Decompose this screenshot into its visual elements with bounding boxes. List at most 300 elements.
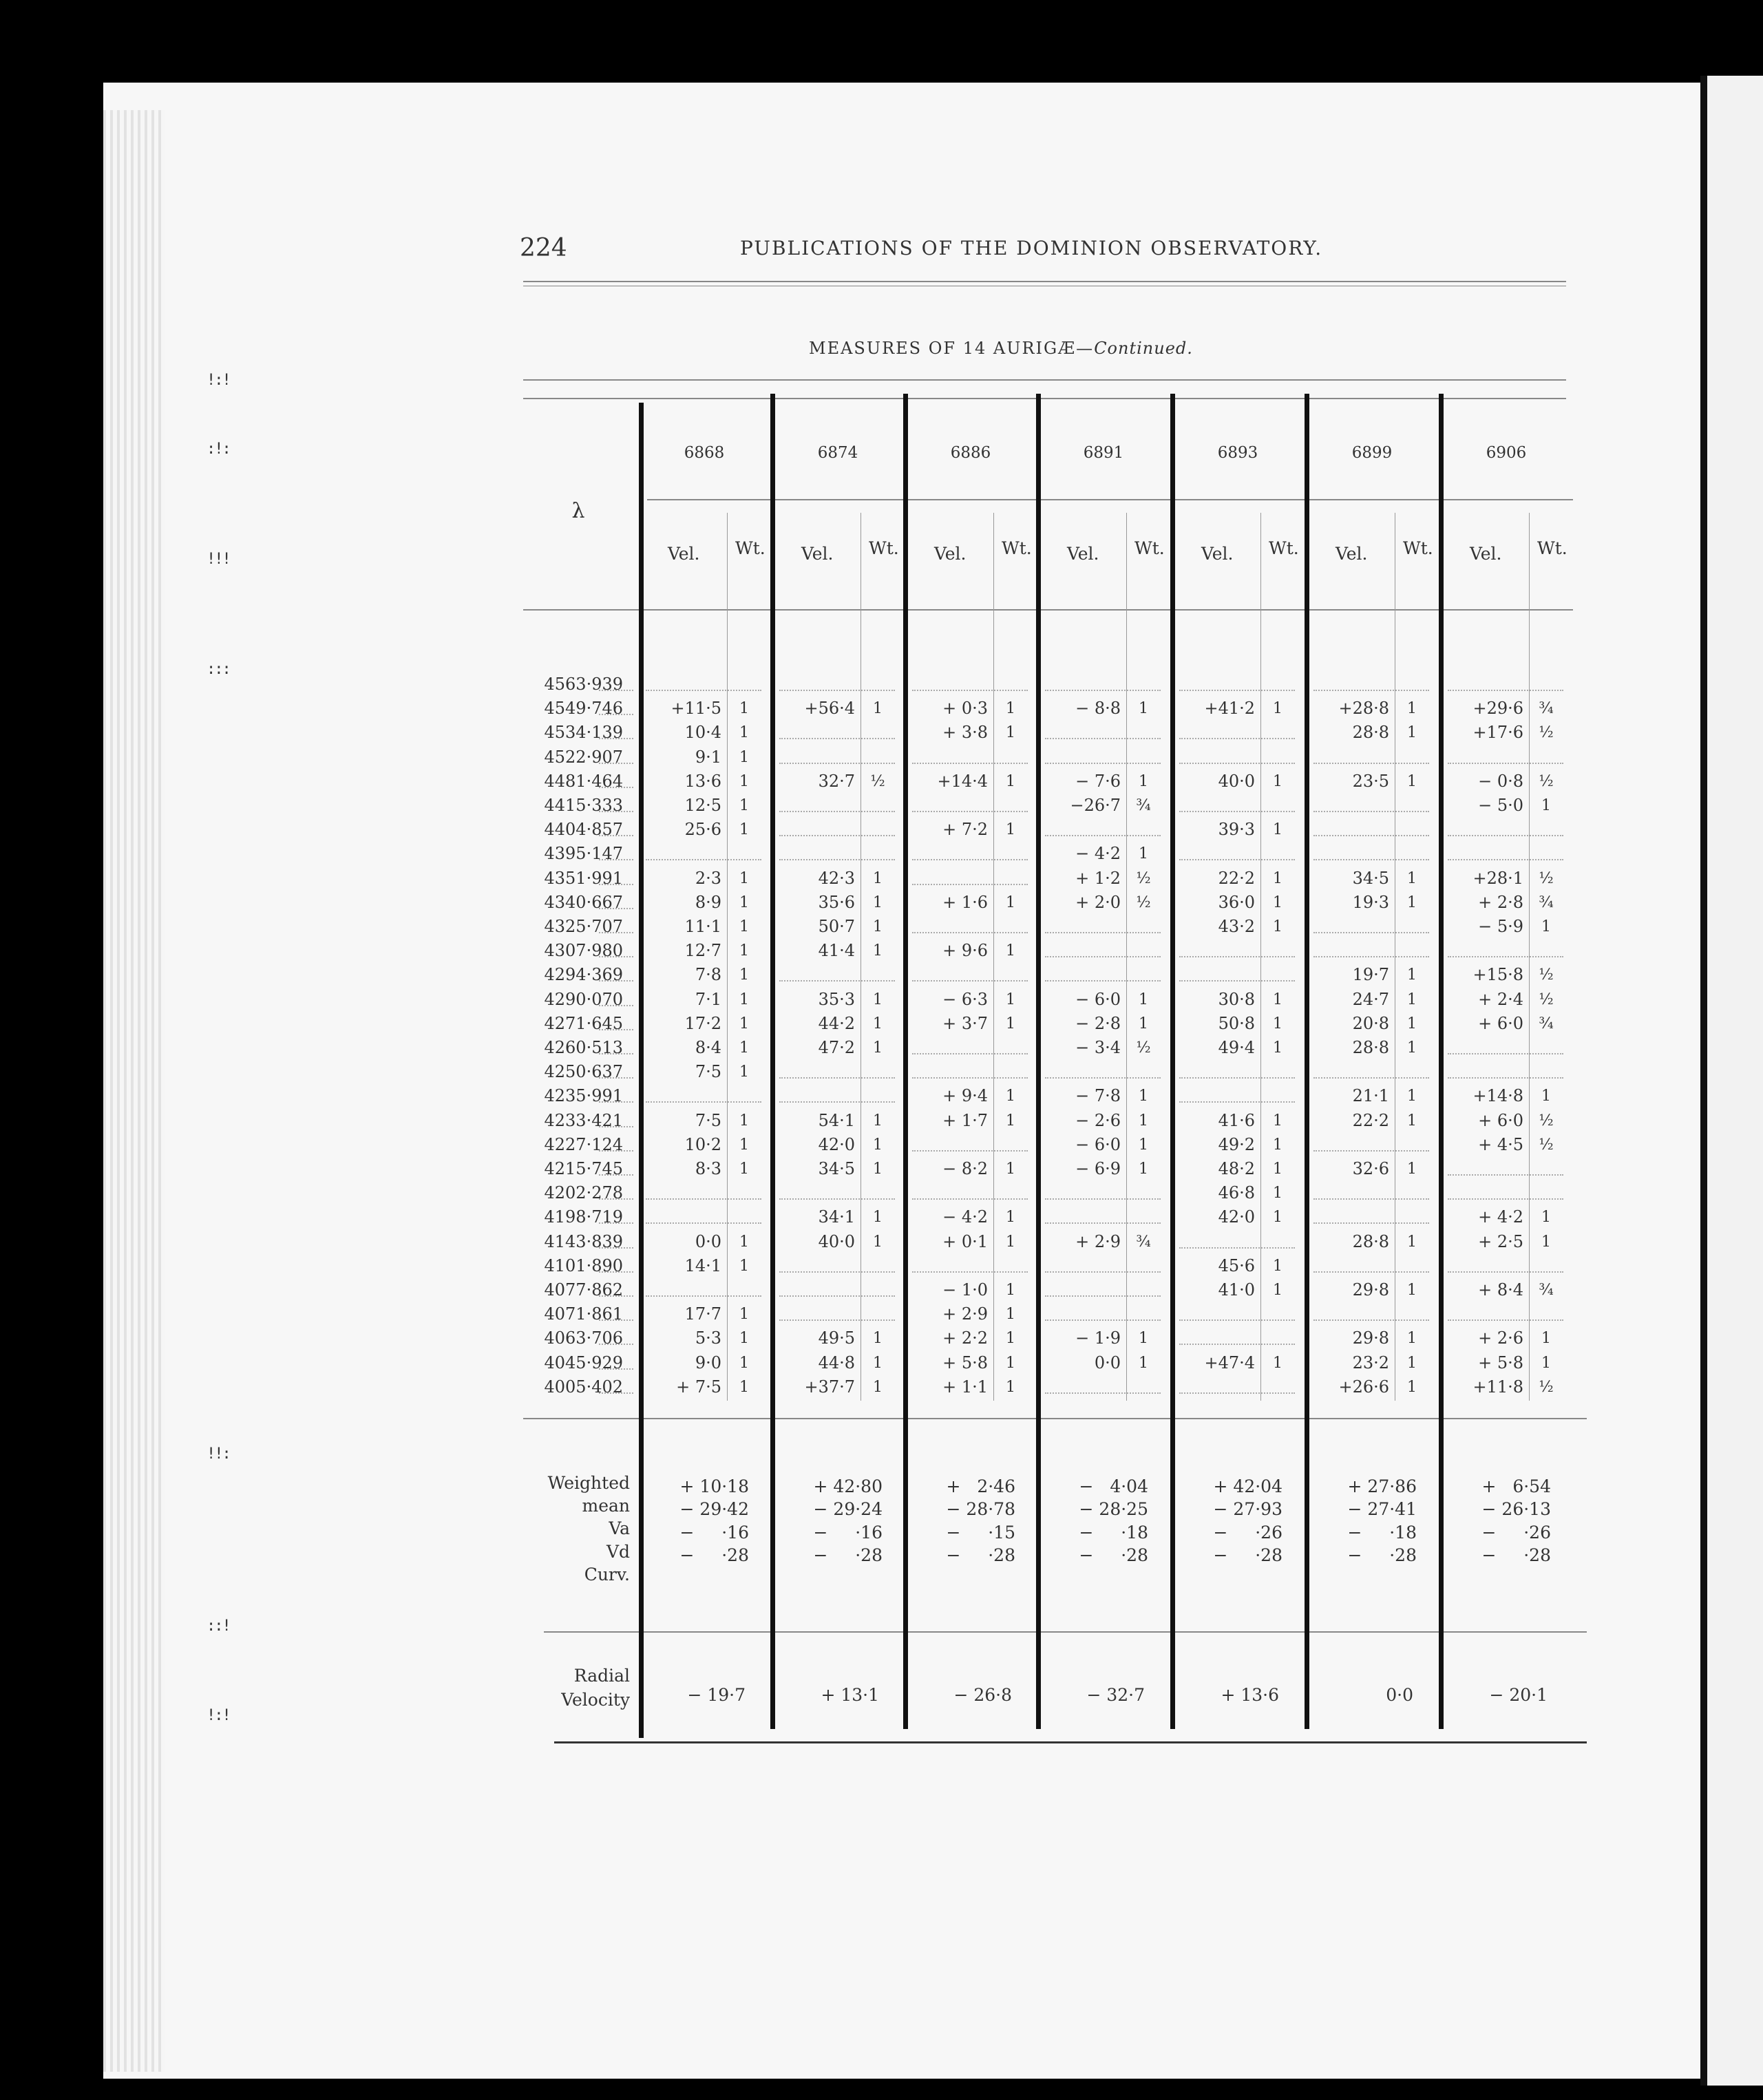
lambda-leader [599, 714, 633, 715]
weight-value: 1 [1541, 1209, 1551, 1227]
weight-value: ¾ [1539, 700, 1554, 718]
radial-label: Velocity [561, 1690, 630, 1710]
velocity-value: 12·7 [684, 941, 721, 961]
weight-value: 1 [739, 990, 749, 1008]
velocity-value: 42·3 [818, 868, 855, 888]
summary-value: − ·16 [813, 1523, 883, 1542]
velocity-value: + 2·4 [1478, 989, 1523, 1009]
weight-value: 1 [1139, 1112, 1148, 1129]
summary-value: − ·28 [946, 1545, 1015, 1565]
empty-cell-leader [779, 690, 895, 691]
weight-value: 1 [1407, 869, 1417, 887]
velocity-value: − 0·8 [1478, 771, 1523, 791]
empty-cell-leader [1448, 1174, 1563, 1176]
wavelength: 4340·667 [544, 892, 623, 912]
column-separator [903, 394, 908, 1729]
empty-cell-leader [779, 738, 895, 739]
velocity-value: +41·2 [1204, 699, 1255, 719]
facing-page-edge [1707, 76, 1763, 2086]
radial-velocity-value: + 13·1 [821, 1685, 879, 1705]
radial-velocity-value: − 19·7 [687, 1685, 746, 1705]
wavelength: 4063·706 [544, 1328, 623, 1348]
empty-cell-leader [1045, 1077, 1161, 1079]
weight-value: ¾ [1136, 1233, 1151, 1251]
weight-value: 1 [1407, 1088, 1417, 1105]
empty-cell-leader [1448, 1198, 1563, 1200]
weight-value: 1 [873, 1354, 883, 1372]
empty-cell-leader [646, 1101, 761, 1103]
lambda-leader [599, 738, 633, 739]
velocity-value: 32·7 [818, 771, 855, 791]
column-separator [770, 394, 775, 1729]
weight-value: 1 [739, 1015, 749, 1032]
velocity-value: 44·8 [818, 1353, 855, 1372]
velocity-value: 23·2 [1352, 1353, 1389, 1372]
weight-value: 1 [1407, 700, 1417, 718]
wavelength: 4481·464 [544, 771, 623, 791]
empty-cell-leader [779, 859, 895, 860]
velocity-value: 35·6 [818, 892, 855, 912]
weight-value: 1 [1139, 990, 1148, 1008]
empty-cell-leader [1313, 859, 1429, 860]
weight-value: ½ [1136, 893, 1151, 911]
empty-cell-leader [1045, 932, 1161, 933]
weight-value: 1 [1139, 1160, 1148, 1178]
empty-cell-leader [779, 1077, 895, 1079]
weight-value: 1 [1273, 700, 1282, 718]
weight-value: 1 [1407, 724, 1417, 742]
weight-value: 1 [739, 772, 749, 790]
velocity-value: 7·5 [695, 1062, 721, 1082]
weight-value: 1 [1407, 1112, 1417, 1129]
velocity-value: −26·7 [1070, 796, 1121, 815]
velocity-value: 22·2 [1352, 1110, 1389, 1130]
weight-value: 1 [873, 1136, 883, 1154]
weight-value: 1 [1273, 869, 1282, 887]
velocity-value: +15·8 [1472, 965, 1523, 985]
velocity-value: 29·8 [1352, 1328, 1389, 1348]
velocity-value: +37·7 [804, 1377, 855, 1397]
weight-value: 1 [873, 1378, 883, 1396]
empty-cell-leader [646, 690, 761, 691]
empty-cell-leader [646, 1222, 761, 1224]
empty-cell-leader [1448, 1053, 1563, 1054]
empty-cell-leader [1179, 738, 1295, 739]
empty-cell-leader [1313, 956, 1429, 957]
wavelength: 4202·278 [544, 1183, 623, 1203]
velocity-value: 19·7 [1352, 965, 1389, 985]
radial-velocity-value: 0·0 [1386, 1685, 1413, 1705]
weight-value: ¾ [1539, 893, 1554, 911]
empty-cell-leader [1045, 1319, 1161, 1321]
velocity-value: 39·3 [1218, 820, 1255, 840]
summary-value: − 29·24 [813, 1499, 883, 1519]
weight-value: 1 [1541, 1330, 1551, 1348]
lambda-leader [599, 1247, 633, 1249]
velocity-value: 43·2 [1218, 917, 1255, 936]
summary-value: − ·26 [1481, 1523, 1551, 1542]
weight-value: 1 [1273, 893, 1282, 911]
weight-value: 1 [1541, 918, 1551, 935]
scan-artifact [207, 441, 255, 447]
velocity-value: − 7·6 [1075, 771, 1121, 791]
empty-cell-leader [779, 1295, 895, 1297]
weight-value: 1 [1006, 1088, 1015, 1105]
velocity-value: 17·2 [684, 1013, 721, 1033]
velocity-value: 8·4 [695, 1038, 721, 1057]
weight-value: 1 [873, 918, 883, 935]
empty-cell-leader [1045, 1392, 1161, 1394]
weight-value: 1 [1273, 1160, 1282, 1178]
velocity-value: +28·1 [1472, 868, 1523, 888]
weight-value: 1 [1006, 700, 1015, 718]
empty-cell-leader [1179, 1247, 1295, 1249]
vel-header: Vel. [934, 544, 967, 564]
table-top-rule [523, 379, 1566, 381]
velocity-value: 30·8 [1218, 989, 1255, 1009]
lambda-leader [599, 1222, 633, 1224]
page-edges [103, 110, 165, 2072]
weight-value: 1 [739, 700, 749, 718]
weight-value: 1 [1139, 1330, 1148, 1348]
empty-cell-leader [912, 884, 1028, 885]
lambda-leader [599, 1005, 633, 1006]
weight-value: ½ [1136, 1039, 1151, 1057]
velocity-value: 47·2 [818, 1038, 855, 1057]
empty-cell-leader [1045, 980, 1161, 982]
weight-value: 1 [1407, 1378, 1417, 1396]
empty-cell-leader [1313, 1222, 1429, 1224]
empty-cell-leader [779, 763, 895, 764]
velocity-value: 28·8 [1352, 723, 1389, 743]
empty-cell-leader [1045, 956, 1161, 957]
wavelength: 4143·839 [544, 1231, 623, 1251]
empty-cell-leader [779, 980, 895, 982]
weight-value: 1 [1273, 1039, 1282, 1057]
lambda-leader [599, 1392, 633, 1394]
lambda-leader [599, 1295, 633, 1297]
empty-cell-leader [1313, 690, 1429, 691]
vel-header: Vel. [801, 544, 834, 564]
radial-velocity-value: − 26·8 [953, 1685, 1012, 1705]
weight-value: 1 [873, 1015, 883, 1032]
plate-number: 6906 [1486, 444, 1527, 462]
weight-value: 1 [1407, 966, 1417, 984]
velocity-value: + 4·2 [1478, 1207, 1523, 1227]
empty-cell-leader [779, 1319, 895, 1321]
empty-cell-leader [1448, 1077, 1563, 1079]
weight-value: 1 [739, 918, 749, 935]
empty-cell-leader [1313, 1198, 1429, 1200]
empty-cell-leader [1045, 1271, 1161, 1273]
wavelength: 4215·745 [544, 1159, 623, 1178]
velocity-value: + 3·7 [942, 1013, 988, 1033]
weight-value: 1 [1273, 1112, 1282, 1129]
wavelength: 4101·890 [544, 1255, 623, 1275]
wavelength: 4294·369 [544, 965, 623, 985]
wavelength: 4071·861 [544, 1304, 623, 1324]
velocity-value: 7·5 [695, 1110, 721, 1130]
wavelength: 4351·991 [544, 868, 623, 888]
radial-label: Radial [573, 1666, 630, 1686]
weight-value: ½ [870, 772, 885, 790]
velocity-value: +56·4 [804, 699, 855, 719]
weight-value: 1 [1006, 1354, 1015, 1372]
summary-value: − ·28 [679, 1545, 749, 1565]
weight-value: 1 [1273, 1209, 1282, 1227]
velocity-value: + 2·6 [1478, 1328, 1523, 1348]
weight-value: 1 [1006, 1330, 1015, 1348]
lambda-leader [599, 763, 633, 764]
radial-velocity-value: − 32·7 [1086, 1685, 1145, 1705]
velocity-value: + 2·9 [1075, 1231, 1121, 1251]
summary-value: − ·28 [1481, 1545, 1551, 1565]
empty-cell-leader [779, 1271, 895, 1273]
velocity-value: +14·4 [937, 771, 988, 791]
summary-bottom-rule [544, 1631, 1587, 1633]
plate-number: 6899 [1351, 444, 1393, 462]
velocity-value: − 8·2 [942, 1159, 988, 1178]
empty-cell-leader [1045, 1295, 1161, 1297]
weight-value: 1 [1273, 1136, 1282, 1154]
weight-value: 1 [1407, 1015, 1417, 1032]
weight-value: 1 [1273, 1185, 1282, 1202]
weight-value: 1 [739, 966, 749, 984]
weight-value: 1 [1541, 797, 1551, 814]
velocity-value: 49·4 [1218, 1038, 1255, 1057]
empty-cell-leader [1179, 859, 1295, 860]
empty-cell-leader [1313, 1271, 1429, 1273]
velocity-value: − 5·0 [1478, 796, 1523, 815]
velocity-value: +47·4 [1204, 1353, 1255, 1372]
summary-value: + 42·80 [813, 1476, 883, 1496]
velocity-value: + 2·9 [942, 1304, 988, 1324]
empty-cell-leader [1313, 835, 1429, 836]
weight-value: 1 [1407, 990, 1417, 1008]
plate-number: 6868 [684, 444, 725, 462]
summary-label: Weighted [547, 1473, 630, 1493]
weight-value: 1 [1139, 1354, 1148, 1372]
scan-artifact [207, 1618, 255, 1624]
table-top-rule [523, 398, 1566, 399]
velocity-value: 8·9 [695, 892, 721, 912]
velocity-value: +11·5 [671, 699, 721, 719]
velocity-value: + 1·2 [1075, 868, 1121, 888]
weight-value: 1 [1006, 1282, 1015, 1299]
empty-cell-leader [1045, 835, 1161, 836]
page-sheet [103, 83, 1700, 2079]
weight-value: 1 [1407, 1039, 1417, 1057]
velocity-value: 7·1 [695, 989, 721, 1009]
velocity-value: 34·5 [818, 1159, 855, 1178]
velocity-value: − 2·8 [1075, 1013, 1121, 1033]
weight-value: 1 [873, 990, 883, 1008]
weight-value: 1 [1407, 1282, 1417, 1299]
lambda-leader [599, 908, 633, 909]
subcolumn-separator [993, 513, 994, 1401]
velocity-value: 40·0 [1218, 771, 1255, 791]
empty-cell-leader [1045, 1222, 1161, 1224]
vel-header: Vel. [668, 544, 700, 564]
summary-value: − ·28 [1079, 1545, 1148, 1565]
weight-value: 1 [739, 1039, 749, 1057]
weight-value: ½ [1539, 1136, 1554, 1154]
velocity-value: 9·0 [695, 1353, 721, 1372]
velocity-value: +14·8 [1472, 1086, 1523, 1106]
weight-value: 1 [739, 1063, 749, 1081]
velocity-value: 45·6 [1218, 1255, 1255, 1275]
weight-value: 1 [1541, 1354, 1551, 1372]
weight-value: 1 [1006, 942, 1015, 960]
weight-value: 1 [739, 748, 749, 766]
weight-value: ½ [1539, 1112, 1554, 1129]
summary-value: − ·28 [813, 1545, 883, 1565]
empty-cell-leader [1179, 690, 1295, 691]
weight-value: ¾ [1539, 1015, 1554, 1032]
weight-value: 1 [739, 1354, 749, 1372]
weight-value: 1 [739, 942, 749, 960]
summary-value: + 2·46 [946, 1476, 1015, 1496]
weight-value: 1 [739, 821, 749, 839]
empty-cell-leader [1179, 1319, 1295, 1321]
velocity-value: + 3·8 [942, 723, 988, 743]
velocity-value: + 2·2 [942, 1328, 988, 1348]
velocity-value: 21·1 [1352, 1086, 1389, 1106]
velocity-value: + 0·1 [942, 1231, 988, 1251]
empty-cell-leader [912, 1198, 1028, 1200]
weight-value: 1 [1006, 1378, 1015, 1396]
velocity-value: − 7·8 [1075, 1086, 1121, 1106]
velocity-value: 50·8 [1218, 1013, 1255, 1033]
summary-value: − 28·25 [1079, 1499, 1148, 1519]
velocity-value: + 9·6 [942, 941, 988, 961]
vel-header: Vel. [1067, 544, 1099, 564]
empty-cell-leader [779, 835, 895, 836]
lambda-leader [599, 1077, 633, 1079]
empty-cell-leader [1179, 1392, 1295, 1394]
radial-velocity-value: + 13·6 [1221, 1685, 1279, 1705]
summary-value: + 10·18 [679, 1476, 749, 1496]
weight-value: 1 [873, 700, 883, 718]
velocity-value: 25·6 [684, 820, 721, 840]
wt-header: Wt. [869, 538, 899, 558]
velocity-value: + 5·8 [1478, 1353, 1523, 1372]
column-separator [1036, 394, 1041, 1729]
wt-header: Wt. [1269, 538, 1299, 558]
velocity-value: + 6·0 [1478, 1013, 1523, 1033]
empty-cell-leader [1179, 956, 1295, 957]
lambda-leader [599, 835, 633, 836]
velocity-value: 24·7 [1352, 989, 1389, 1009]
velocity-value: + 8·4 [1478, 1280, 1523, 1300]
plate-number: 6893 [1217, 444, 1258, 462]
lambda-leader [599, 787, 633, 788]
velocity-value: + 2·0 [1075, 892, 1121, 912]
wavelength: 4549·746 [544, 699, 623, 719]
lambda-leader [599, 1344, 633, 1345]
summary-value: − ·18 [1347, 1523, 1417, 1542]
empty-cell-leader [646, 859, 761, 860]
lambda-leader [599, 1053, 633, 1054]
plate-number: 6874 [817, 444, 858, 462]
velocity-value: 22·2 [1218, 868, 1255, 888]
empty-cell-leader [1313, 811, 1429, 812]
wavelength: 4235·991 [544, 1086, 623, 1106]
empty-cell-leader [1448, 956, 1563, 957]
velocity-value: 11·1 [684, 917, 721, 936]
wavelength: 4563·939 [544, 675, 623, 694]
empty-cell-leader [1045, 690, 1161, 691]
weight-value: 1 [1006, 821, 1015, 839]
weight-value: 1 [1139, 1088, 1148, 1105]
velocity-value: − 6·0 [1075, 1134, 1121, 1154]
wavelength: 4415·333 [544, 796, 623, 815]
velocity-value: +11·8 [1472, 1377, 1523, 1397]
empty-cell-leader [912, 859, 1028, 860]
empty-cell-leader [779, 1101, 895, 1103]
velocity-value: − 4·2 [942, 1207, 988, 1227]
vel-header: Vel. [1470, 544, 1502, 564]
weight-value: 1 [1273, 990, 1282, 1008]
lambda-leader [599, 1029, 633, 1030]
weight-value: 1 [739, 1136, 749, 1154]
column-separator [1305, 394, 1309, 1729]
empty-cell-leader [779, 811, 895, 812]
lambda-leader [599, 1368, 633, 1370]
velocity-value: 13·6 [684, 771, 721, 791]
velocity-value: − 2·6 [1075, 1110, 1121, 1130]
empty-cell-leader [912, 1150, 1028, 1152]
weight-value: 1 [1407, 1330, 1417, 1348]
weight-value: ½ [1539, 772, 1554, 790]
plate-number: 6886 [950, 444, 991, 462]
velocity-value: 46·8 [1218, 1183, 1255, 1203]
velocity-value: 10·4 [684, 723, 721, 743]
empty-cell-leader [1045, 1198, 1161, 1200]
empty-cell-leader [1448, 763, 1563, 764]
velocity-value: 8·3 [695, 1159, 721, 1178]
vel-header: Vel. [1336, 544, 1368, 564]
weight-value: 1 [1273, 1354, 1282, 1372]
lambda-leader [599, 1271, 633, 1273]
velocity-value: +29·6 [1472, 699, 1523, 719]
weight-value: 1 [1407, 893, 1417, 911]
subcolumn-separator [727, 513, 728, 1401]
weight-value: 1 [739, 1112, 749, 1129]
velocity-value: 42·0 [1218, 1207, 1255, 1227]
weight-value: 1 [1139, 845, 1148, 863]
weight-value: 1 [1006, 1306, 1015, 1324]
velocity-value: +26·6 [1338, 1377, 1389, 1397]
lambda-leader [599, 690, 633, 691]
scan-artifact [207, 551, 255, 558]
velocity-value: 48·2 [1218, 1159, 1255, 1178]
column-separator [1170, 394, 1175, 1729]
velocity-value: 29·8 [1352, 1280, 1389, 1300]
wavelength: 4077·862 [544, 1280, 623, 1300]
summary-value: − 28·78 [946, 1499, 1015, 1519]
weight-value: 1 [1273, 821, 1282, 839]
page-number: 224 [520, 234, 567, 262]
weight-value: 1 [1407, 1233, 1417, 1251]
weight-value: 1 [739, 1306, 749, 1324]
velocity-value: 0·0 [1094, 1353, 1121, 1372]
velocity-value: + 2·5 [1478, 1231, 1523, 1251]
weight-value: 1 [1273, 1282, 1282, 1299]
velocity-value: − 6·0 [1075, 989, 1121, 1009]
summary-value: + 42·04 [1213, 1476, 1282, 1496]
lambda-leader [599, 1198, 633, 1200]
